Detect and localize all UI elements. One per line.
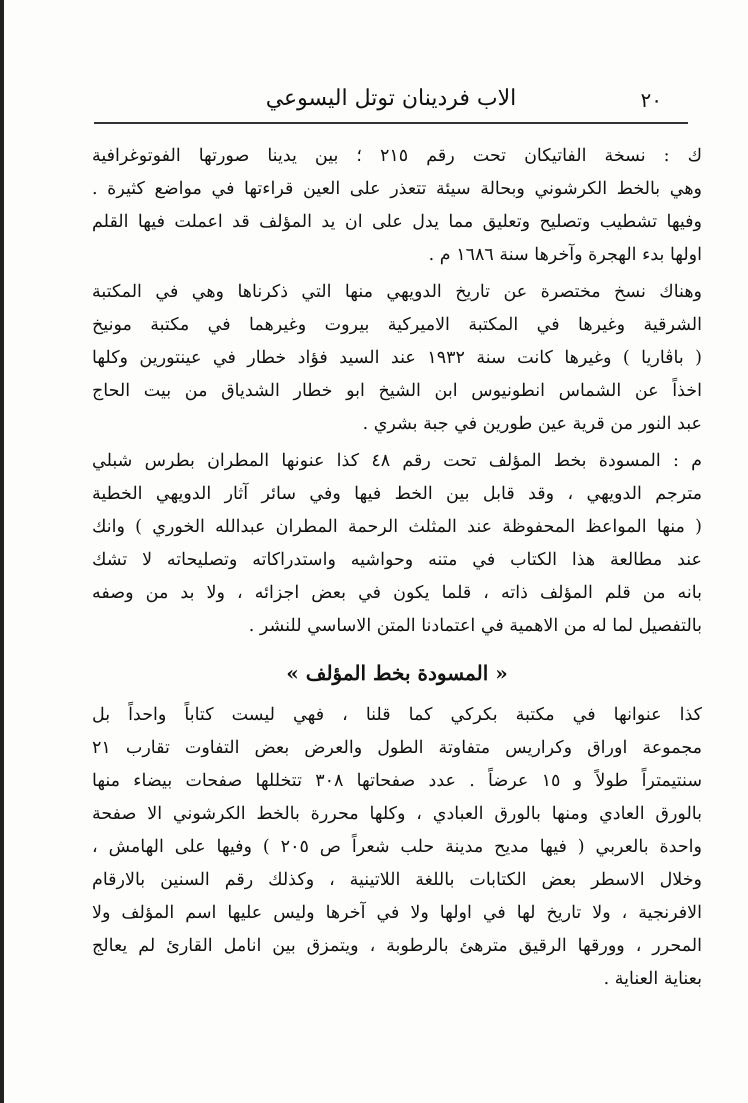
text-line: اخذاً عن الشماس انطونيوس ابن الشيخ ابو خطار الشدياق من بيت الحاج	[92, 381, 702, 401]
text-line: المحرر ، وورقها الرقيق مترهئ بالرطوبة ، ويتمزق بين انامل القارئ لم يعالج	[92, 936, 702, 956]
text-line: الافرنجية ، ولا تاريخ لها في اولها ولا في آخرها وليس عليها اسم المؤلف ولا	[92, 903, 702, 923]
text-line: بالورق العادي ومنها بالورق العبادي ، وكلها محررة بالخط الكرشوني الا صفحة	[92, 804, 702, 824]
body-text	[92, 140, 702, 1000]
text-line: وفيها تشطيب وتصليح وتعليق مما يدل على ان يد المؤلف قد اعملت فيها القلم	[92, 212, 702, 232]
paragraph-vatican-copy	[92, 140, 702, 272]
text-line: ( منها المواعظ المحفوظة عند المثلث الرحمة المطران عبدالله الخوري ) وانك	[92, 517, 702, 537]
text-line: وهناك نسخ مختصرة عن تاريخ الدويهي منها التي ذكرناها وهي في المكتبة	[92, 282, 702, 302]
text-line: بعناية العناية .	[603, 969, 702, 989]
text-line: ( باڤاريا ) وغيرها كانت سنة ١٩٣٢ عند السيد فؤاد خطار في عينتورين وكلها	[92, 348, 702, 368]
text-line: م : المسودة بخط المؤلف تحت رقم ٤٨ كذا عنونها المطران بطرس شبلي	[92, 451, 702, 471]
text-line: وخلال الاسطر بعض الكتابات باللغة اللاتينية ، وكذلك رقم السنين بالارقام	[92, 870, 702, 890]
text-line: واحدة بالعربي ( فيها مديح مدينة حلب شعراً ص ٢٠٥ ) وفيها على الهامش ،	[92, 837, 702, 857]
text-line: وهي بالخط الكرشوني وبحالة سيئة تتعذر على العين قراءتها في مواضع كثيرة .	[92, 179, 702, 199]
text-line: كذا عنوانها في مكتبة بكركي كما قلنا ، فهي ليست كتاباً واحداً بل	[92, 705, 702, 725]
page-header	[94, 86, 688, 124]
section-heading: « المسودة بخط المؤلف »	[286, 661, 508, 685]
text-line: مجموعة اوراق وكراريس متفاوتة الطول والعرض بعض التفاوت تقارب ٢١	[92, 738, 702, 758]
paragraph-draft-copy	[92, 445, 702, 643]
text-line: عند مطالعة هذا الكتاب في متنه وحواشيه واستدراكاته وتصليحاته لا تشك	[92, 550, 702, 570]
text-line: ك : نسخة الفاتيكان تحت رقم ٢١٥ ؛ بين يدينا صورتها الفوتوغرافية	[92, 146, 702, 166]
text-line: مترجم الدويهي ، وقد قابل بين الخط فيها وفي سائر آثار الدويهي الخطية	[92, 484, 702, 504]
text-line: بانه من قلم المؤلف ذاته ، قلما يكون في بعض اجزائه ، ولا بد من وصفه	[92, 583, 702, 603]
paragraph-draft-description	[92, 699, 702, 996]
text-line: اولها بدء الهجرة وآخرها سنة ١٦٨٦ م .	[428, 245, 702, 265]
text-line: عبد النور من قرية عين طورين في جبة بشري .	[362, 414, 702, 434]
running-title: الاب فردينان توتل اليسوعي	[265, 86, 517, 111]
text-line: سنتيمتراً طولاً و ١٥ عرضاً . عدد صفحاتها ٣٠٨ تتخللها صفحات بيضاء منها	[92, 771, 702, 791]
paragraph-abridged-copies	[92, 276, 702, 441]
text-line: بالتفصيل لما له من الاهمية في اعتمادنا المتن الاساسي للنشر .	[248, 616, 702, 636]
text-line: الشرقية وغيرها في المكتبة الاميركية بيروت وغيرهما في مكتبة مونيخ	[92, 315, 702, 335]
page-number: ٢٠	[640, 88, 662, 112]
